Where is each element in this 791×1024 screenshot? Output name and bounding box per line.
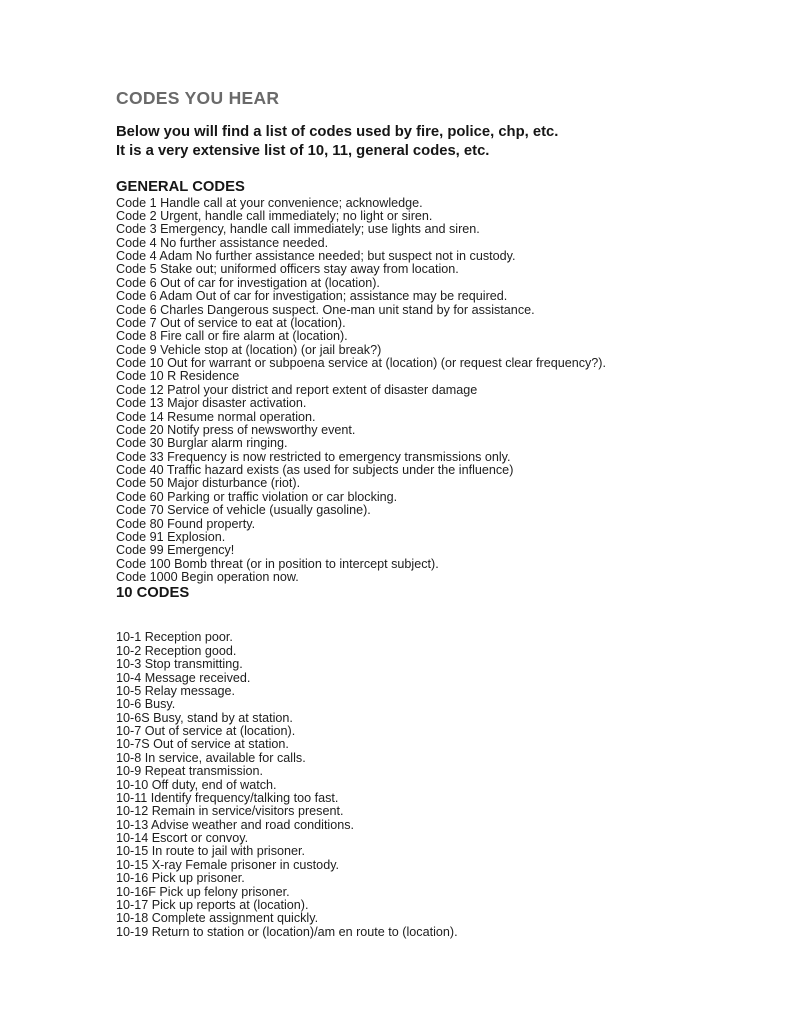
code-line: Code 12 Patrol your district and report extent of disaster damage [116,382,478,397]
section-10-codes [116,584,736,939]
code-line: Code 3 Emergency, handle call immediately; use lights and siren. [116,222,480,237]
code-line: 10-9 Repeat transmission. [116,764,263,779]
section-heading-general-codes: GENERAL CODES [116,178,245,195]
code-line: 10-2 Reception good. [116,643,237,658]
code-line: Code 6 Out of car for investigation at (location). [116,275,380,290]
code-line: Code 10 R Residence [116,369,240,384]
code-line: 10-17 Pick up reports at (location). [116,897,309,912]
code-line: Code 7 Out of service to eat at (location). [116,315,346,330]
code-line: Code 50 Major disturbance (riot). [116,476,301,491]
code-line: 10-7 Out of service at (location). [116,724,296,739]
code-line: 10-10 Off duty, end of watch. [116,777,277,792]
code-line: 10-7S Out of service at station. [116,737,289,752]
code-line: Code 2 Urgent, handle call immediately; no light or siren. [116,208,433,223]
code-line: 10-5 Relay message. [116,683,236,698]
code-line: 10-18 Complete assignment quickly. [116,911,319,926]
code-line: Code 1000 Begin operation now. [116,570,299,585]
section-general-codes [116,178,736,585]
code-line: Code 4 Adam No further assistance needed; but suspect not in custody. [116,249,516,264]
code-line: 10-15 In route to jail with prisoner. [116,844,306,859]
code-line: Code 14 Resume normal operation. [116,409,316,424]
code-line: Code 40 Traffic hazard exists (as used for subjects under the influence) [116,463,514,478]
code-line: Code 6 Adam Out of car for investigation; assistance may be required. [116,289,508,304]
intro-paragraph [116,123,736,161]
code-line: 10-11 Identify frequency/talking too fast. [116,790,339,805]
code-line: Code 9 Vehicle stop at (location) (or jail break?) [116,342,382,357]
code-line: Code 99 Emergency! [116,543,235,558]
code-line: 10-1 Reception poor. [116,630,233,645]
code-line: 10-3 Stop transmitting. [116,657,243,672]
code-line: Code 6 Charles Dangerous suspect. One-man unit stand by for assistance. [116,302,535,317]
code-line: Code 5 Stake out; uniformed officers stay away from location. [116,262,459,277]
code-line: Code 10 Out for warrant or subpoena service at (location) (or request clear frequency?). [116,356,607,371]
code-line: Code 20 Notify press of newsworthy event. [116,422,356,437]
code-line: Code 91 Explosion. [116,529,226,544]
code-line: Code 60 Parking or traffic violation or car blocking. [116,489,398,504]
code-line: Code 8 Fire call or fire alarm at (location). [116,329,348,344]
code-line: 10-12 Remain in service/visitors present. [116,804,344,819]
code-line: 10-16 Pick up prisoner. [116,871,245,886]
section-heading-10-codes: 10 CODES [116,585,190,602]
code-line: 10-6 Busy. [116,697,176,712]
code-line: Code 80 Found property. [116,516,256,531]
code-line: Code 30 Burglar alarm ringing. [116,436,288,451]
code-line: Code 13 Major disaster activation. [116,396,307,411]
code-line: Code 1 Handle call at your convenience; acknowledge. [116,195,423,210]
code-line: Code 33 Frequency is now restricted to emergency transmissions only. [116,449,511,464]
intro-line-2: It is a very extensive list of 10, 11, general codes, etc. [116,142,490,159]
code-line: Code 100 Bomb threat (or in position to intercept subject). [116,556,439,571]
code-line: 10-13 Advise weather and road conditions. [116,817,355,832]
code-line: 10-4 Message received. [116,670,251,685]
general-codes-list [116,197,736,585]
code-line: 10-14 Escort or convoy. [116,831,249,846]
ten-codes-list [116,631,736,939]
code-line: 10-19 Return to station or (location)/am en route to (location). [116,924,458,939]
code-line: Code 70 Service of vehicle (usually gasoline). [116,503,371,518]
intro-line-1: Below you will find a list of codes used by fire, police, chp, etc. [116,124,559,140]
code-line: 10-6S Busy, stand by at station. [116,710,293,725]
code-line: 10-8 In service, available for calls. [116,750,306,765]
code-line: Code 4 No further assistance needed. [116,235,329,250]
code-line: 10-15 X-ray Female prisoner in custody. [116,857,340,872]
code-line: 10-16F Pick up felony prisoner. [116,884,290,899]
page-title: CODES YOU HEAR [116,88,280,108]
